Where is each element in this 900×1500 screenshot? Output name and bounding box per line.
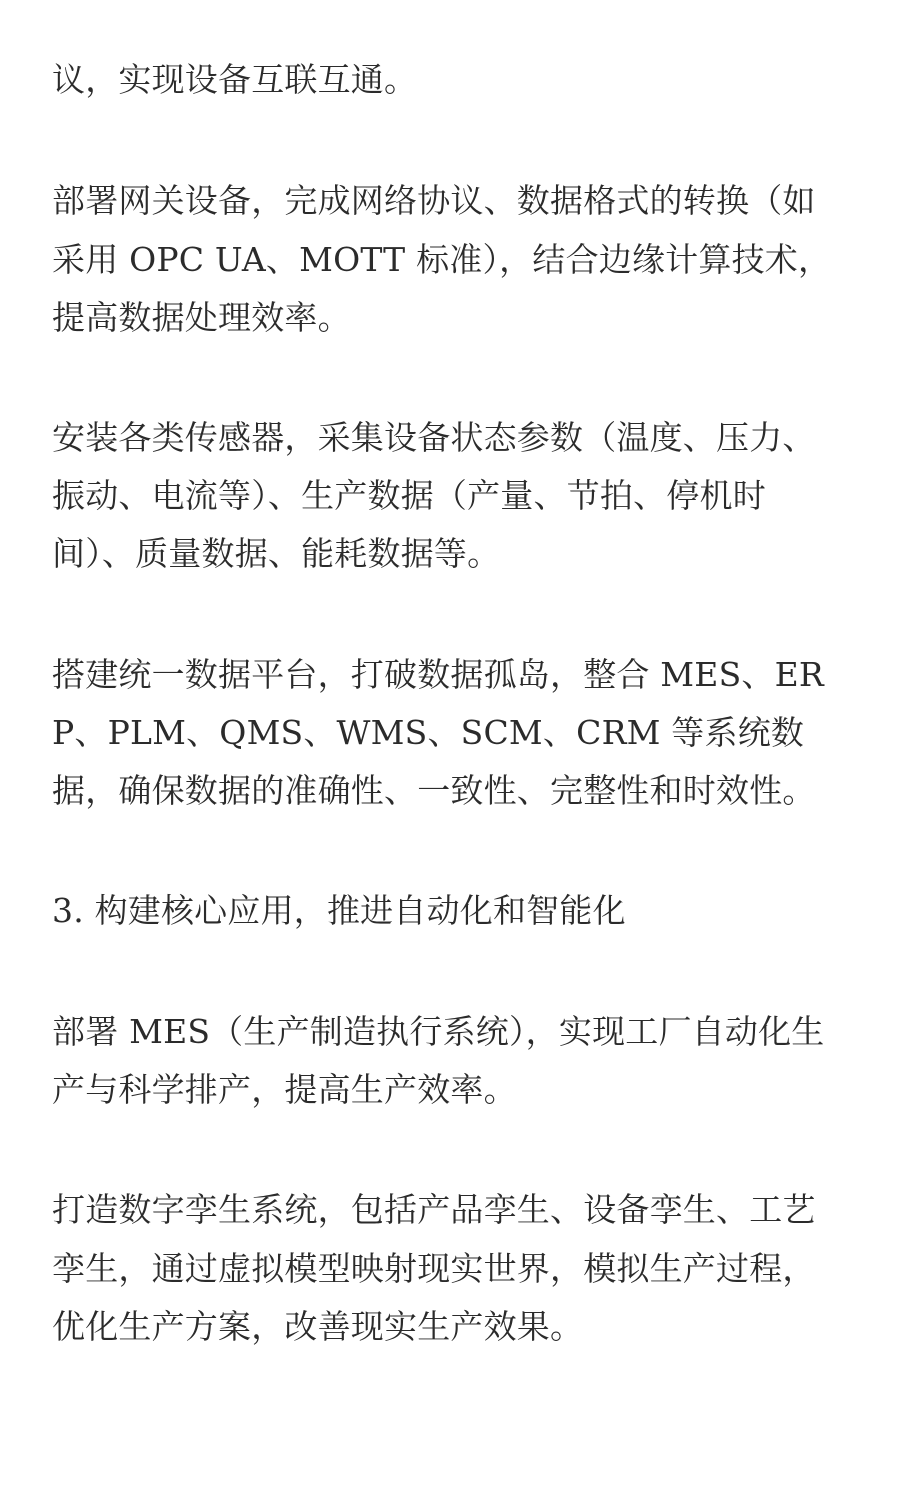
paragraph-7-line-2: 孪生，通过虚拟模型映射现实世界，模拟生产过程， bbox=[52, 1249, 816, 1288]
paragraph-4-line-2: P、PLM、QMS、WMS、SCM、CRM 等系统数 bbox=[52, 713, 805, 752]
paragraph-3-line-3: 间）、质量数据、能耗数据等。 bbox=[52, 534, 501, 573]
paragraph-6-line-1: 部署 MES（生产制造执行系统），实现工厂自动化生 bbox=[52, 1012, 825, 1051]
section-heading: 3. 构建核心应用，推进自动化和智能化 bbox=[52, 891, 626, 930]
paragraph-7-line-1: 打造数字孪生系统，包括产品孪生、设备孪生、工艺 bbox=[52, 1190, 816, 1229]
paragraph-4-line-3: 据，确保数据的准确性、一致性、完整性和时效性。 bbox=[52, 771, 816, 810]
paragraph-4-line-1: 搭建统一数据平台，打破数据孤岛，整合 MES、ER bbox=[52, 655, 824, 694]
paragraph-2-line-1: 部署网关设备，完成网络协议、数据格式的转换（如 bbox=[52, 181, 816, 220]
paragraph-2-line-3: 提高数据处理效率。 bbox=[52, 298, 351, 337]
paragraph-3-line-2: 振动、电流等）、生产数据（产量、节拍、停机时 bbox=[52, 476, 766, 515]
paragraph-2-line-2: 采用 OPC UA、MOTT 标准），结合边缘计算技术， bbox=[52, 240, 832, 279]
paragraph-7-line-3: 优化生产方案，改善现实生产效果。 bbox=[52, 1307, 584, 1346]
paragraph-6-line-2: 产与科学排产，提高生产效率。 bbox=[52, 1070, 517, 1109]
paragraph-3-line-1: 安装各类传感器，采集设备状态参数（温度、压力、 bbox=[52, 418, 816, 457]
paragraph-1-line-1: 议，实现设备互联互通。 bbox=[52, 60, 418, 99]
